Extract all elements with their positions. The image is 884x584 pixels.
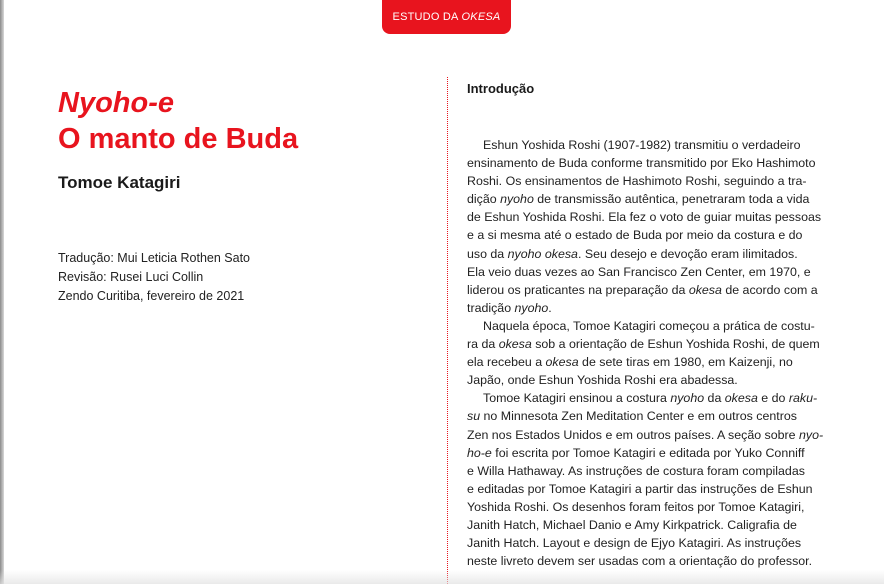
text-run: . xyxy=(548,300,552,315)
title-line-1: Nyoho-e xyxy=(58,87,174,119)
text-run: e do xyxy=(757,391,789,406)
italic-term: okesa xyxy=(724,391,758,406)
text-run: da xyxy=(704,391,725,406)
text-run: Tomoe Katagiri ensinou a costura xyxy=(483,391,671,406)
body-line: Eshun Yoshida Roshi (1907-1982) transmitiu o verdadeiro xyxy=(483,138,801,152)
italic-term: nyoho xyxy=(500,192,534,207)
section-tab-label: ESTUDO DA xyxy=(392,11,459,23)
credit-place-date: Zendo Curitiba, fevereiro de 2021 xyxy=(58,289,245,303)
body-text xyxy=(467,136,839,570)
italic-term: nyoho xyxy=(670,391,705,406)
italic-term: nyoho okesa xyxy=(507,246,578,261)
text-run: ela recebeu a xyxy=(467,355,546,370)
body-line: e editadas por Tomoe Katagiri a partir das instruções de Eshun xyxy=(467,481,813,496)
italic-term: okesa xyxy=(688,282,722,297)
body-line: neste livreto devem ser usadas com a orientação do professor. xyxy=(467,554,813,569)
italic-term: nyoho xyxy=(514,300,549,315)
body-line: ensinamento de Buda conforme transmitido por Eko Hashimoto xyxy=(467,156,816,171)
text-run: . Seu desejo e devoção eram ilimitados. xyxy=(577,246,798,261)
body-line: Roshi. Os ensinamentos de Hashimoto Roshi, seguindo a tra- xyxy=(467,174,807,189)
italic-term: okesa xyxy=(545,355,579,370)
page-bottom-shadow xyxy=(0,570,884,584)
body-line: de Eshun Yoshida Roshi. Ela fez o voto de guiar muitas pessoas xyxy=(467,210,822,225)
section-tab xyxy=(382,0,511,34)
body-line: Janith Hatch, Michael Danio e Amy Kirkpatrick. Caligrafia de xyxy=(467,517,797,532)
author-name: Tomoe Katagiri xyxy=(58,173,181,192)
text-run: liderou os praticantes na preparação da xyxy=(467,282,689,297)
section-heading: Introdução xyxy=(467,81,535,96)
body-line: e a si mesma até o estado de Buda por meio da costura e do xyxy=(467,228,803,243)
text-run: de sete tiras em 1980, em Kaizenji, no xyxy=(578,355,793,370)
body-line xyxy=(467,444,839,462)
credit-revision: Revisão: Rusei Luci Collin xyxy=(58,270,204,284)
text-run: ra da xyxy=(467,337,499,352)
text-run: sob a orientação de Eshun Yoshida Roshi, de quem xyxy=(531,337,820,352)
credits xyxy=(58,249,250,306)
credit-translation: Tradução: Mui Leticia Rothen Sato xyxy=(58,251,251,265)
body-line: Naquela época, Tomoe Katagiri começou a prática de costu- xyxy=(483,318,815,333)
text-run: de transmissão autêntica, penetraram toda a vida xyxy=(533,192,810,207)
text-run: no Minnesota Zen Meditation Center e em outros centros xyxy=(480,409,797,424)
page-edge-shadow xyxy=(0,0,4,584)
text-run: Zen nos Estados Unidos e em outros países. A seção sobre xyxy=(467,427,799,442)
body-line: e Willa Hathaway. As instruções de costura foram compiladas xyxy=(467,463,805,478)
body-line: Ela veio duas vezes ao San Francisco Zen Center, em 1970, e xyxy=(467,264,811,279)
italic-term: okesa xyxy=(498,337,532,352)
body-line: Japão, onde Eshun Yoshida Roshi era abadessa. xyxy=(467,373,738,388)
body-line xyxy=(467,407,839,425)
body-line xyxy=(467,426,839,444)
body-line: Janith Hatch. Layout e design de Ejyo Katagiri. As instruções xyxy=(467,536,802,551)
body-line xyxy=(467,245,839,263)
title-line-2: O manto de Buda xyxy=(58,123,299,155)
text-run: de acordo com a xyxy=(721,282,818,297)
column-divider xyxy=(447,77,448,584)
body-line xyxy=(467,353,839,371)
italic-term: raku- xyxy=(788,391,818,406)
text-run: tradição xyxy=(467,300,515,315)
body-line xyxy=(467,281,839,299)
italic-term: su xyxy=(467,409,481,424)
text-run: uso da xyxy=(467,246,508,261)
article-title xyxy=(58,85,298,157)
italic-term: nyo- xyxy=(798,427,824,442)
text-run: dição xyxy=(467,192,501,207)
body-line xyxy=(467,389,839,407)
body-line xyxy=(467,190,839,208)
italic-term: ho-e xyxy=(467,445,492,460)
section-tab-label-italic: OKESA xyxy=(461,11,501,23)
text-run: foi escrita por Tomoe Katagiri e editada por Yuko Conniff xyxy=(491,445,805,460)
body-line xyxy=(467,335,839,353)
body-line xyxy=(467,299,839,317)
body-line: Yoshida Roshi. Os desenhos foram feitos por Tomoe Katagiri, xyxy=(467,499,805,514)
